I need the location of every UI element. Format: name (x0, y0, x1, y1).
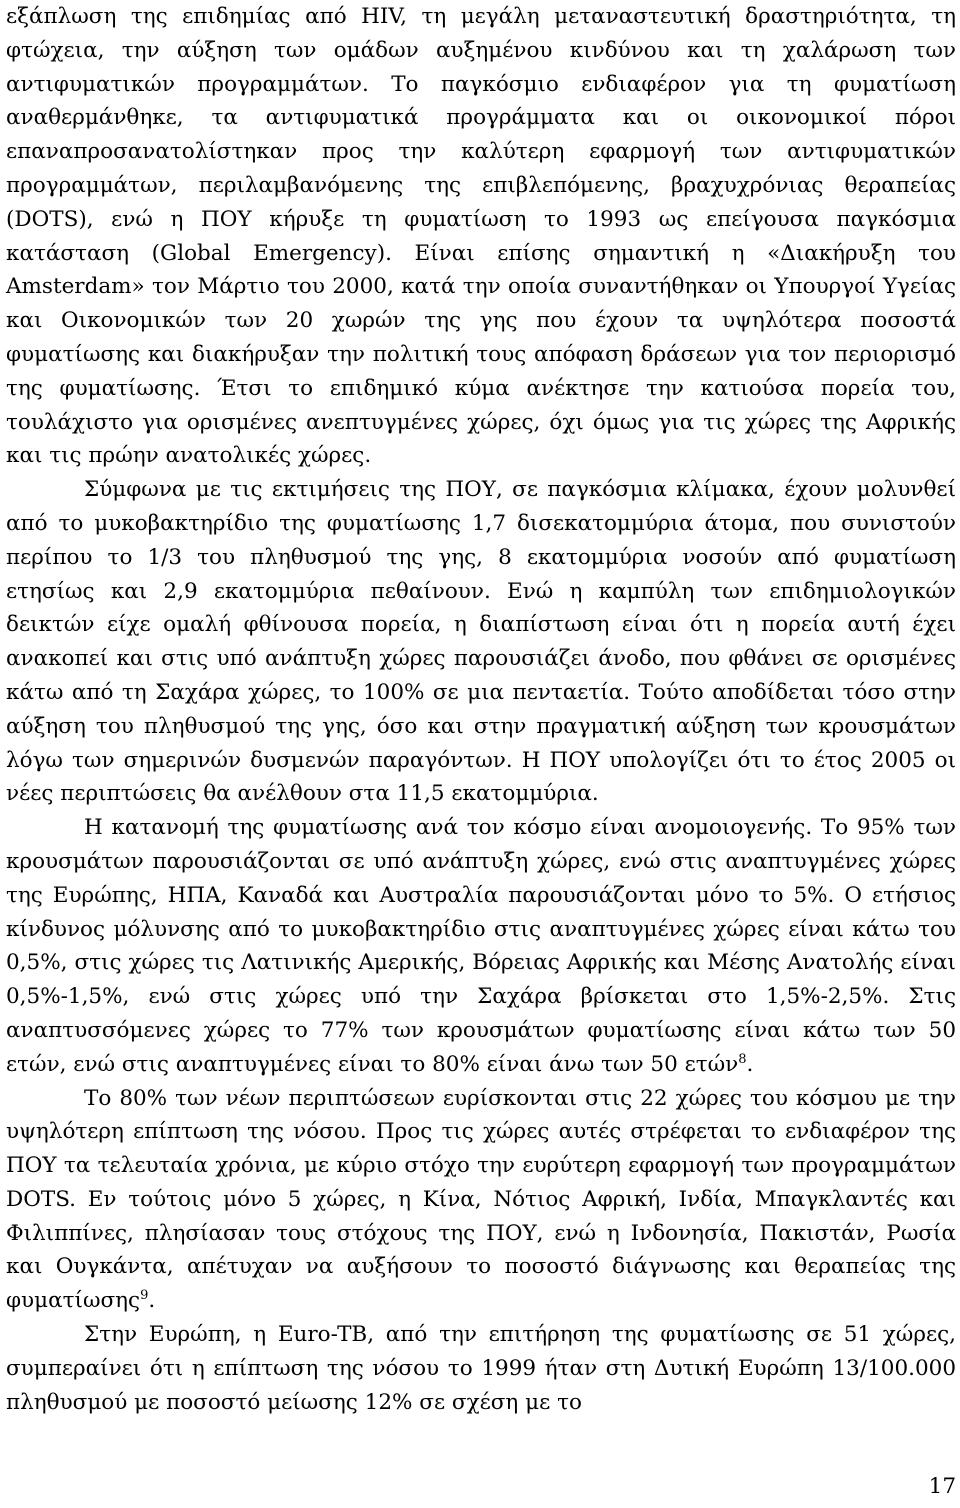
paragraph-2-text: Σύμφωνα με τις εκτιμήσεις της ΠΟΥ, σε παγκόσμια κλίμακα, έχουν μολυνθεί από το μυκοβακτηρίδιο της φυματίωσης 1,7 δισεκατομμύρια άτομα, που συνιστούν περίπου το 1/3 του πληθυσμού της γης, 8 εκατομμύρια νοσούν από φυματίωση ετησίως και 2,9 εκατομμύρια πεθαίνουν. Ενώ η καμπύλη των επιδημιολογικών δεικτών είχε ομαλή φθίνουσα πορεία, η διαπίστωση είναι ότι η πορεία αυτή έχει ανακοπεί και στις υπό ανάπτυξη χώρες παρουσιάζει άνοδο, που φθάνει σε ορισμένες κάτω από τη Σαχάρα χώρες, το 100% σε μια πενταετία. Τούτο αποδίδεται τόσο στην αύξηση του πληθυσμού της γης, όσο και στην πραγματική αύξηση των κρουσμάτων λόγω των σημερινών δυσμενών παραγόντων. Η ΠΟΥ υπολογίζει ότι το έτος 2005 οι νέες περιπτώσεις θα ανέλθουν στα 11,5 εκατομμύρια. (6, 477, 956, 807)
footnote-ref-8: 8 (738, 1051, 747, 1067)
paragraph-1 (6, 0, 956, 473)
paragraph-3-tail: . (746, 1051, 754, 1077)
paragraph-3 (6, 811, 956, 1081)
paragraph-5-text: Στην Ευρώπη, η Euro-TB, από την επιτήρηση της φυματίωσης σε 51 χώρες, συμπεραίνει ότι η επίπτωση της νόσου το 1999 ήταν στη Δυτική Ευρώπη 13/100.000 πληθυσμού με ποσοστό μείωσης 12% σε σχέση με το (6, 1322, 956, 1415)
paragraph-2 (6, 473, 956, 811)
document-body (6, 0, 956, 1419)
paragraph-4-text: Το 80% των νέων περιπτώσεων ευρίσκονται στις 22 χώρες του κόσμου με την υψηλότερη επίπτωση της νόσου. Προς τις χώρες αυτές στρέφεται το ενδιαφέρον της ΠΟΥ τα τελευταία χρόνια, με κύριο στόχο την ευρύτερη εφαρμογή των προγραμμάτων DOTS. Εν τούτοις μόνο 5 χώρες, η Κίνα, Νότιος Αφρική, Ινδία, Μπαγκλαντές και Φιλιππίνες, πλησίασαν τους στόχους της ΠΟΥ, ενώ η Ινδονησία, Πακιστάν, Ρωσία και Ουγκάντα, απέτυχαν να αυξήσουν το ποσοστό διάγνωσης και θεραπείας της φυματίωσης (6, 1085, 956, 1314)
paragraph-4 (6, 1082, 956, 1319)
paragraph-3-text: Η κατανομή της φυματίωσης ανά τον κόσμο είναι ανομοιογενής. Το 95% των κρουσμάτων παρουσιάζονται σε υπό ανάπτυξη χώρες, ενώ στις αναπτυγμένες χώρες της Ευρώπης, ΗΠΑ, Καναδά και Αυστραλία παρουσιάζονται μόνο το 5%. Ο ετήσιος κίνδυνος μόλυνσης από το μυκοβακτηρίδιο στις αναπτυγμένες χώρες είναι κάτω του 0,5%, στις χώρες τις Λατινικής Αμερικής, Βόρειας Αφρικής και Μέσης Ανατολής είναι 0,5%-1,5%, ενώ στις χώρες υπό την Σαχάρα βρίσκεται στο 1,5%-2,5%. Στις αναπτυσσόμενες χώρες το 77% των κρουσμάτων φυματίωσης είναι κάτω των 50 ετών, ενώ στις αναπτυγμένες είναι το 80% είναι άνω των 50 ετών (6, 815, 956, 1077)
paragraph-1-text: εξάπλωση της επιδημίας από HIV, τη μεγάλη μεταναστευτική δραστηριότητα, τη φτώχεια, την αύξηση των ομάδων αυξημένου κινδύνου και τη χαλάρωση των αντιφυματικών προγραμμάτων. Το παγκόσμιο ενδιαφέρον για τη φυματίωση αναθερμάνθηκε, τα αντιφυματικά προγράμματα και οι οικονομικοί πόροι επαναπροσανατολίστηκαν προς την καλύτερη εφαρμογή των αντιφυματικών προγραμμάτων, περιλαμβανόμενης της επιβλεπόμενης, βραχυχρόνιας θεραπείας (DOTS), ενώ η ΠΟΥ κήρυξε τη φυματίωση το 1993 ως επείγουσα παγκόσμια κατάσταση (Global Emergency). Είναι επίσης σημαντική η «Διακήρυξη του Amsterdam» τον Μάρτιο του 2000, κατά την οποία συναντήθηκαν οι Υπουργοί Υγείας και Οικονομικών των 20 χωρών της γης που έχουν τα υψηλότερα ποσοστά φυματίωσης και διακήρυξαν την πολιτική τους απόφαση δράσεων για τον περιορισμό της φυματίωσης. Έτσι το επιδημικό κύμα ανέκτησε την κατιούσα πορεία του, τουλάχιστο για ορισμένες ανεπτυγμένες χώρες, όχι όμως για τις χώρες της Αφρικής και τις πρώην ανατολικές χώρες. (6, 4, 956, 469)
paragraph-4-tail: . (148, 1288, 156, 1314)
footnote-ref-9: 9 (140, 1288, 149, 1304)
page-number: 17 (928, 1474, 956, 1499)
paragraph-5 (6, 1318, 956, 1419)
